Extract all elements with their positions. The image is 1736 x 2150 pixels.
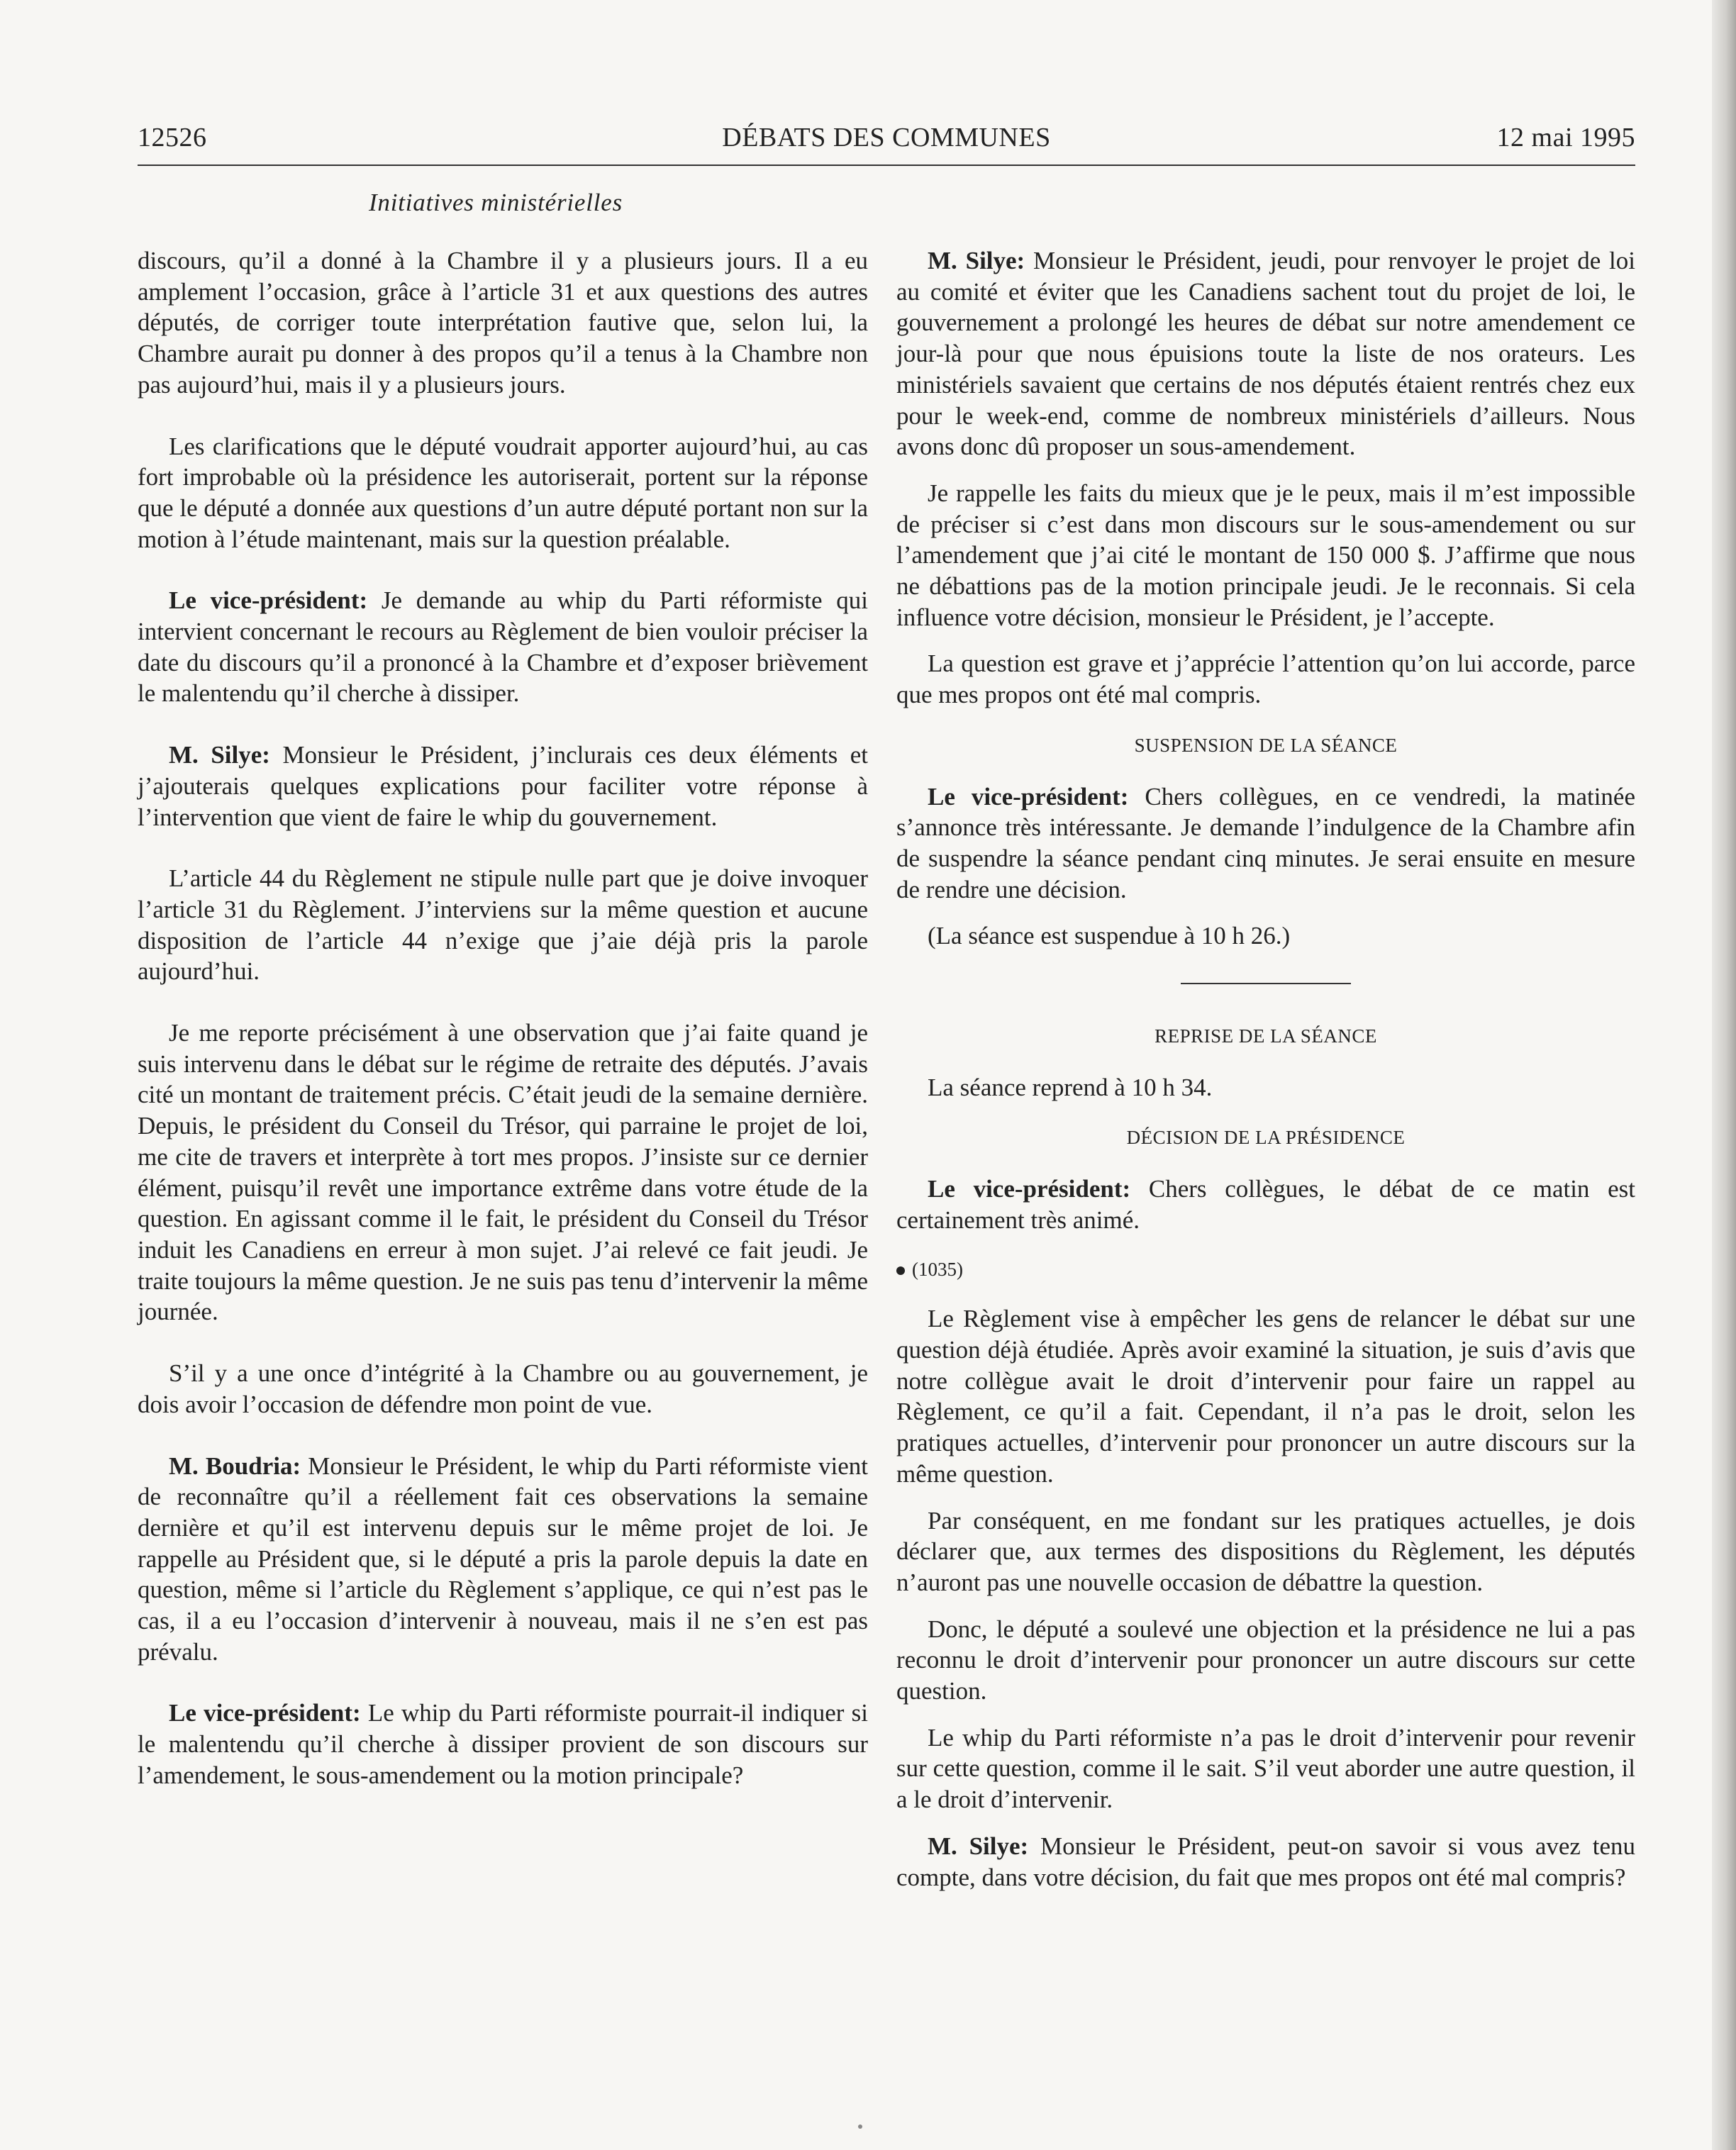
paragraph: Le Règlement vise à empêcher les gens de relancer le débat sur une question déjà étudiée. Après avoir examiné la situation, je suis d’avis que notre collègue avait le droit d’intervenir pour faire un rappel au Règlement, ce qu’il a fait. Cependant, il n’a pas le droit, selon les pratiques actuelles, d’intervenir pour prononcer un autre discours sur la même question. <box>896 1305 1635 1488</box>
paragraph: Donc, le député a soulevé une objection et la présidence ne lui a pas reconnu le droit d’intervenir pour prononcer un autre discours sur cette question. <box>896 1615 1635 1705</box>
speaker-name: Le vice-président: <box>169 586 368 615</box>
bullet-icon <box>896 1266 905 1275</box>
section-divider <box>1181 983 1351 984</box>
time-marker <box>896 1254 1635 1286</box>
speech-text: Monsieur le Président, le whip du Parti réformiste vient de reconnaître qu’il a réellement fait ces observations la semaine dernière et qu’il est intervenu depuis sur le même projet de loi. Je rappelle au Président que, si le député a pris la parole depuis la date en question, même si l’article du Règlement s’applique, ce qui n’est pas le cas, il a eu l’occasion d’intervenir à nouveau, mais il ne s’en est pas prévalu. <box>138 1452 868 1666</box>
speech-paragraph <box>896 245 1635 462</box>
paragraph: La question est grave et j’apprécie l’attention qu’on lui accorde, parce que mes propos ont été mal compris. <box>896 650 1635 709</box>
speaker-name: M. Silye: <box>169 741 270 769</box>
speech-paragraph <box>896 1831 1635 1893</box>
paragraph: (La séance est suspendue à 10 h 26.) <box>928 922 1291 950</box>
speech-paragraph <box>896 1174 1635 1235</box>
paragraph: Par conséquent, en me fondant sur les pratiques actuelles, je dois déclarer que, aux termes des dispositions du Règlement, les députés n’auront pas une nouvelle occasion de débattre la question. <box>896 1506 1635 1596</box>
speech-text: Je demande au whip du Parti réformiste qui intervient concernant le recours au Règlement de bien vouloir préciser la date du discours qu’il a prononcé à la Chambre et d’exposer brièvement le malentendu qu’il cherche à dissiper. <box>138 586 868 708</box>
page-header <box>138 119 1635 166</box>
speech-paragraph <box>138 1451 868 1668</box>
scan-edge-shadow <box>1712 0 1736 2150</box>
speaker-name: M. Boudria: <box>169 1452 301 1480</box>
page-footer-dot <box>858 2124 862 2129</box>
journal-title: DÉBATS DES COMMUNES <box>722 123 1051 152</box>
speech-paragraph <box>138 740 868 832</box>
speaker-name: M. Silye: <box>928 1832 1029 1860</box>
right-column <box>896 245 1635 1908</box>
subheading-resumption: REPRISE DE LA SÉANCE <box>1154 1025 1377 1047</box>
speech-text: Chers collègues, le débat de ce matin est certainement très animé. <box>896 1175 1635 1234</box>
speaker-name: M. Silye: <box>928 247 1025 274</box>
paragraph: S’il y a une once d’intégrité à la Chambre ou au gouvernement, je dois avoir l’occasion de défendre mon point de vue. <box>138 1359 868 1418</box>
speech-text: Monsieur le Président, jeudi, pour renvoyer le projet de loi au comité et éviter que les Canadiens sachent tout du projet de loi, le gouvernement a prolongé les heures de débat sur notre amendement ce jour-là pour que nous épuisions toute la liste de nos orateurs. Les ministériels savaient que certains de nos députés étaient rentrés chez eux pour le week-end, comme de nombreux ministériels d’ailleurs. Nous avons donc dû proposer un sous-amendement. <box>896 247 1635 461</box>
paragraph: discours, qu’il a donné à la Chambre il y a plusieurs jours. Il a eu amplement l’occasion, grâce à l’article 31 et aux questions des autres députés, de corriger toute interprétation fautive que, selon lui, la Chambre aurait pu donner à des propos qu’il a tenus à la Chambre non pas aujourd’hui, mais il y a plusieurs jours. <box>138 247 868 399</box>
paragraph: Je me reporte précisément à une observation que j’ai faite quand je suis intervenu dans le débat sur le régime de retraite des députés. J’avais cité un montant de traitement précis. C’était jeudi de la semaine dernière. Depuis, le président du Conseil du Trésor, qui parraine le projet de loi, me cite de travers et interprète à tort mes propos. J’insiste sur ce dernier élément, puisqu’il revêt une importance extrême dans votre étude de la question. En agissant comme il le fait, le président du Conseil du Trésor induit les Canadiens en erreur à mon sujet. J’ai relevé ce fait jeudi. Je traite toujours la même question. Je ne suis pas tenu d’intervenir la même journée. <box>138 1019 868 1326</box>
paragraph: La séance reprend à 10 h 34. <box>928 1073 1213 1101</box>
page-number: 12526 <box>138 123 207 152</box>
subheading-suspension: SUSPENSION DE LA SÉANCE <box>1134 734 1398 756</box>
speech-text: Monsieur le Président, peut-on savoir si vous avez tenu compte, dans votre décision, du fait que mes propos ont été mal compris? <box>896 1832 1636 1891</box>
paragraph: Je rappelle les faits du mieux que je le peux, mais il m’est impossible de préciser si c’est dans mon discours sur le sous-amendement ou sur l’amendement que j’ai cité le montant de 150 000 $. J’affirme que nous ne débattions pas de la motion principale jeudi. Je le reconnais. Si cela influence votre décision, monsieur le Président, je l’accepte. <box>896 479 1635 631</box>
speech-text: Le whip du Parti réformiste pourrait-il indiquer si le malentendu qu’il cherche à dissiper provient de son discours sur l’amendement, le sous-amendement ou la motion principale? <box>138 1699 868 1789</box>
issue-date: 12 mai 1995 <box>1496 123 1635 152</box>
speaker-name: Le vice-président: <box>928 782 1129 811</box>
paragraph: Les clarifications que le député voudrait apporter aujourd’hui, au cas fort improbable où la présidence les autoriserait, portent sur la réponse que le député a donnée aux questions d’un autre député portant non sur la motion à l’étude maintenant, mais sur la question préalable. <box>138 432 868 553</box>
speaker-name: Le vice-président: <box>928 1175 1131 1203</box>
speech-text: Monsieur le Président, j’inclurais ces deux éléments et j’ajouterais quelques explications pour faciliter votre réponse à l’intervention que vient de faire le whip du gouvernement. <box>138 741 868 831</box>
speaker-name: Le vice-président: <box>169 1699 361 1727</box>
speech-paragraph <box>138 585 868 709</box>
speech-text: Chers collègues, en ce vendredi, la matinée s’annonce très intéressante. Je demande l’indulgence de la Chambre afin de suspendre la séance pendant cinq minutes. Je serai ensuite en mesure de rendre une décision. <box>896 782 1635 903</box>
subheading-ruling: DÉCISION DE LA PRÉSIDENCE <box>1126 1127 1406 1149</box>
paragraph: Le whip du Parti réformiste n’a pas le droit d’intervenir pour revenir sur cette question, comme il le sait. S’il veut aborder une autre question, il a le droit d’intervenir. <box>896 1723 1635 1814</box>
left-column <box>138 245 868 1822</box>
speech-paragraph <box>138 1698 868 1790</box>
section-title: Initiatives ministérielles <box>368 189 623 216</box>
speech-paragraph <box>896 781 1635 906</box>
paragraph: L’article 44 du Règlement ne stipule nulle part que je doive invoquer l’article 31 du Règlement. J’interviens sur la même question et aucune disposition de l’article 44 n’exige que j’aie déjà pris la parole aujourd’hui. <box>138 864 868 986</box>
time-marker-text: (1035) <box>912 1258 963 1280</box>
